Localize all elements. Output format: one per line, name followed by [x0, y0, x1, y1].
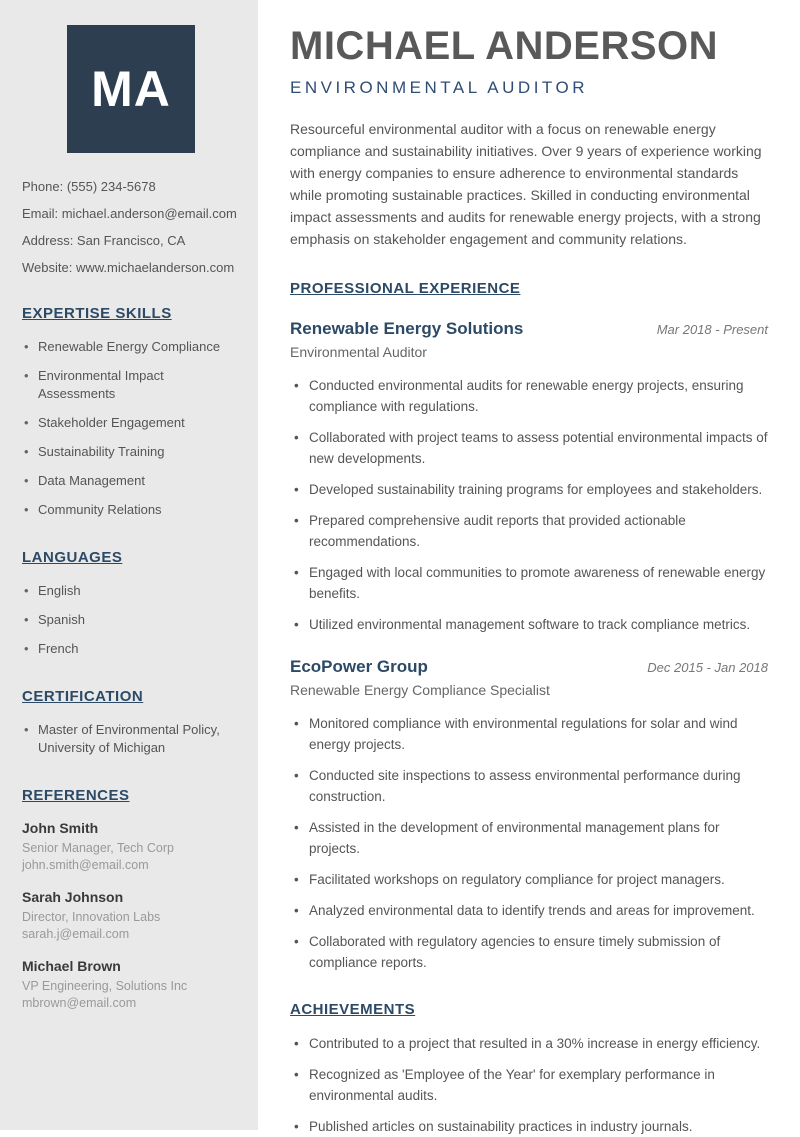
achievements-list [290, 1033, 768, 1137]
job-role: Environmental Auditor [290, 344, 427, 360]
languages-list [22, 582, 240, 658]
skills-heading: EXPERTISE SKILLS [22, 305, 172, 322]
reference-email: sarah.j@email.com [22, 927, 130, 941]
contact-phone: Phone: (555) 234-5678 [22, 179, 156, 194]
avatar [67, 25, 195, 153]
language-item: • English [22, 582, 240, 600]
skill-item: • Renewable Energy Compliance [22, 338, 240, 356]
reference-entry [22, 958, 240, 1012]
job-bullet: • Collaborated with regulatory agencies to ensure timely submission of compliance reports. [290, 931, 768, 973]
certification-list [22, 721, 240, 757]
resume-main [258, 0, 800, 1134]
contact-website: Website: www.michaelanderson.com [22, 260, 235, 275]
skill-item: • Data Management [22, 472, 240, 490]
reference-email: john.smith@email.com [22, 858, 149, 872]
reference-name: Michael Brown [22, 958, 121, 974]
skill-item: • Sustainability Training [22, 443, 240, 461]
certification-heading: CERTIFICATION [22, 688, 144, 705]
skill-item: • Community Relations [22, 501, 240, 519]
language-item: • French [22, 640, 240, 658]
avatar-initials: MA [91, 61, 171, 117]
job-bullet: • Facilitated workshops on regulatory compliance for project managers. [290, 869, 768, 890]
job-header [290, 319, 768, 339]
job-dates: Mar 2018 - Present [656, 322, 768, 337]
achievement-bullet: • Contributed to a project that resulted in a 30% increase in energy efficiency. [290, 1033, 768, 1054]
job-entry [290, 657, 768, 973]
job-bullet: • Collaborated with project teams to assess potential environmental impacts of new developments. [290, 427, 768, 469]
reference-name: John Smith [22, 820, 99, 836]
reference-email: mbrown@email.com [22, 996, 137, 1010]
certification-item: • Master of Environmental Policy, University of Michigan [22, 721, 240, 757]
skills-list [22, 338, 240, 519]
job-entry [290, 319, 768, 635]
achievements-heading: ACHIEVEMENTS [290, 1001, 416, 1018]
language-item: • Spanish [22, 611, 240, 629]
reference-role: Senior Manager, Tech Corp [22, 841, 174, 855]
contact-address: Address: San Francisco, CA [22, 233, 186, 248]
job-bullet-list [290, 375, 768, 635]
reference-entry [22, 889, 240, 943]
company-name: Renewable Energy Solutions [290, 319, 524, 338]
resume-sidebar [0, 0, 258, 1130]
job-bullet: • Analyzed environmental data to identify trends and areas for improvement. [290, 900, 768, 921]
reference-role: Director, Innovation Labs [22, 910, 161, 924]
achievements-section [290, 1001, 768, 1137]
job-bullet: • Monitored compliance with environmental regulations for solar and wind energy projects. [290, 713, 768, 755]
achievement-bullet: • Recognized as 'Employee of the Year' for exemplary performance in environmental audits. [290, 1064, 768, 1106]
job-bullet: • Conducted environmental audits for renewable energy projects, ensuring compliance with regulations. [290, 375, 768, 417]
job-bullet: • Utilized environmental management software to track compliance metrics. [290, 614, 768, 635]
reference-entry [22, 820, 240, 874]
contact-info [22, 179, 240, 275]
job-dates: Dec 2015 - Jan 2018 [647, 660, 768, 675]
job-bullet: • Engaged with local communities to promote awareness of renewable energy benefits. [290, 562, 768, 604]
job-bullet: • Conducted site inspections to assess environmental performance during construction. [290, 765, 768, 807]
candidate-name: MICHAEL ANDERSON [290, 24, 719, 68]
company-name: EcoPower Group [290, 657, 428, 676]
skill-item: • Environmental Impact Assessments [22, 367, 240, 403]
reference-role: VP Engineering, Solutions Inc [22, 979, 188, 993]
summary-paragraph: Resourceful environmental auditor with a focus on renewable energy compliance and sustainability initiatives. Over 9 years of experience working with energy companies to ensure adherence to environmental standards while promoting sustainable practices. Skilled in conducting environmental impact assessments and audits for renewable energy projects, with a strong emphasis on stakeholder engagement and community relations. [290, 121, 762, 247]
job-bullet: • Assisted in the development of environmental management plans for projects. [290, 817, 768, 859]
job-header [290, 657, 768, 677]
job-role: Renewable Energy Compliance Specialist [290, 682, 550, 698]
contact-email: Email: michael.anderson@email.com [22, 206, 237, 221]
job-bullet: • Developed sustainability training programs for employees and stakeholders. [290, 479, 768, 500]
reference-name: Sarah Johnson [22, 889, 124, 905]
job-bullet-list [290, 713, 768, 973]
skill-item: • Stakeholder Engagement [22, 414, 240, 432]
achievement-bullet: • Published articles on sustainability practices in industry journals. [290, 1116, 768, 1137]
references-heading: REFERENCES [22, 787, 130, 804]
job-bullet: • Prepared comprehensive audit reports that provided actionable recommendations. [290, 510, 768, 552]
candidate-title: ENVIRONMENTAL AUDITOR [290, 78, 588, 97]
experience-heading: PROFESSIONAL EXPERIENCE [290, 280, 521, 297]
languages-heading: LANGUAGES [22, 549, 123, 566]
